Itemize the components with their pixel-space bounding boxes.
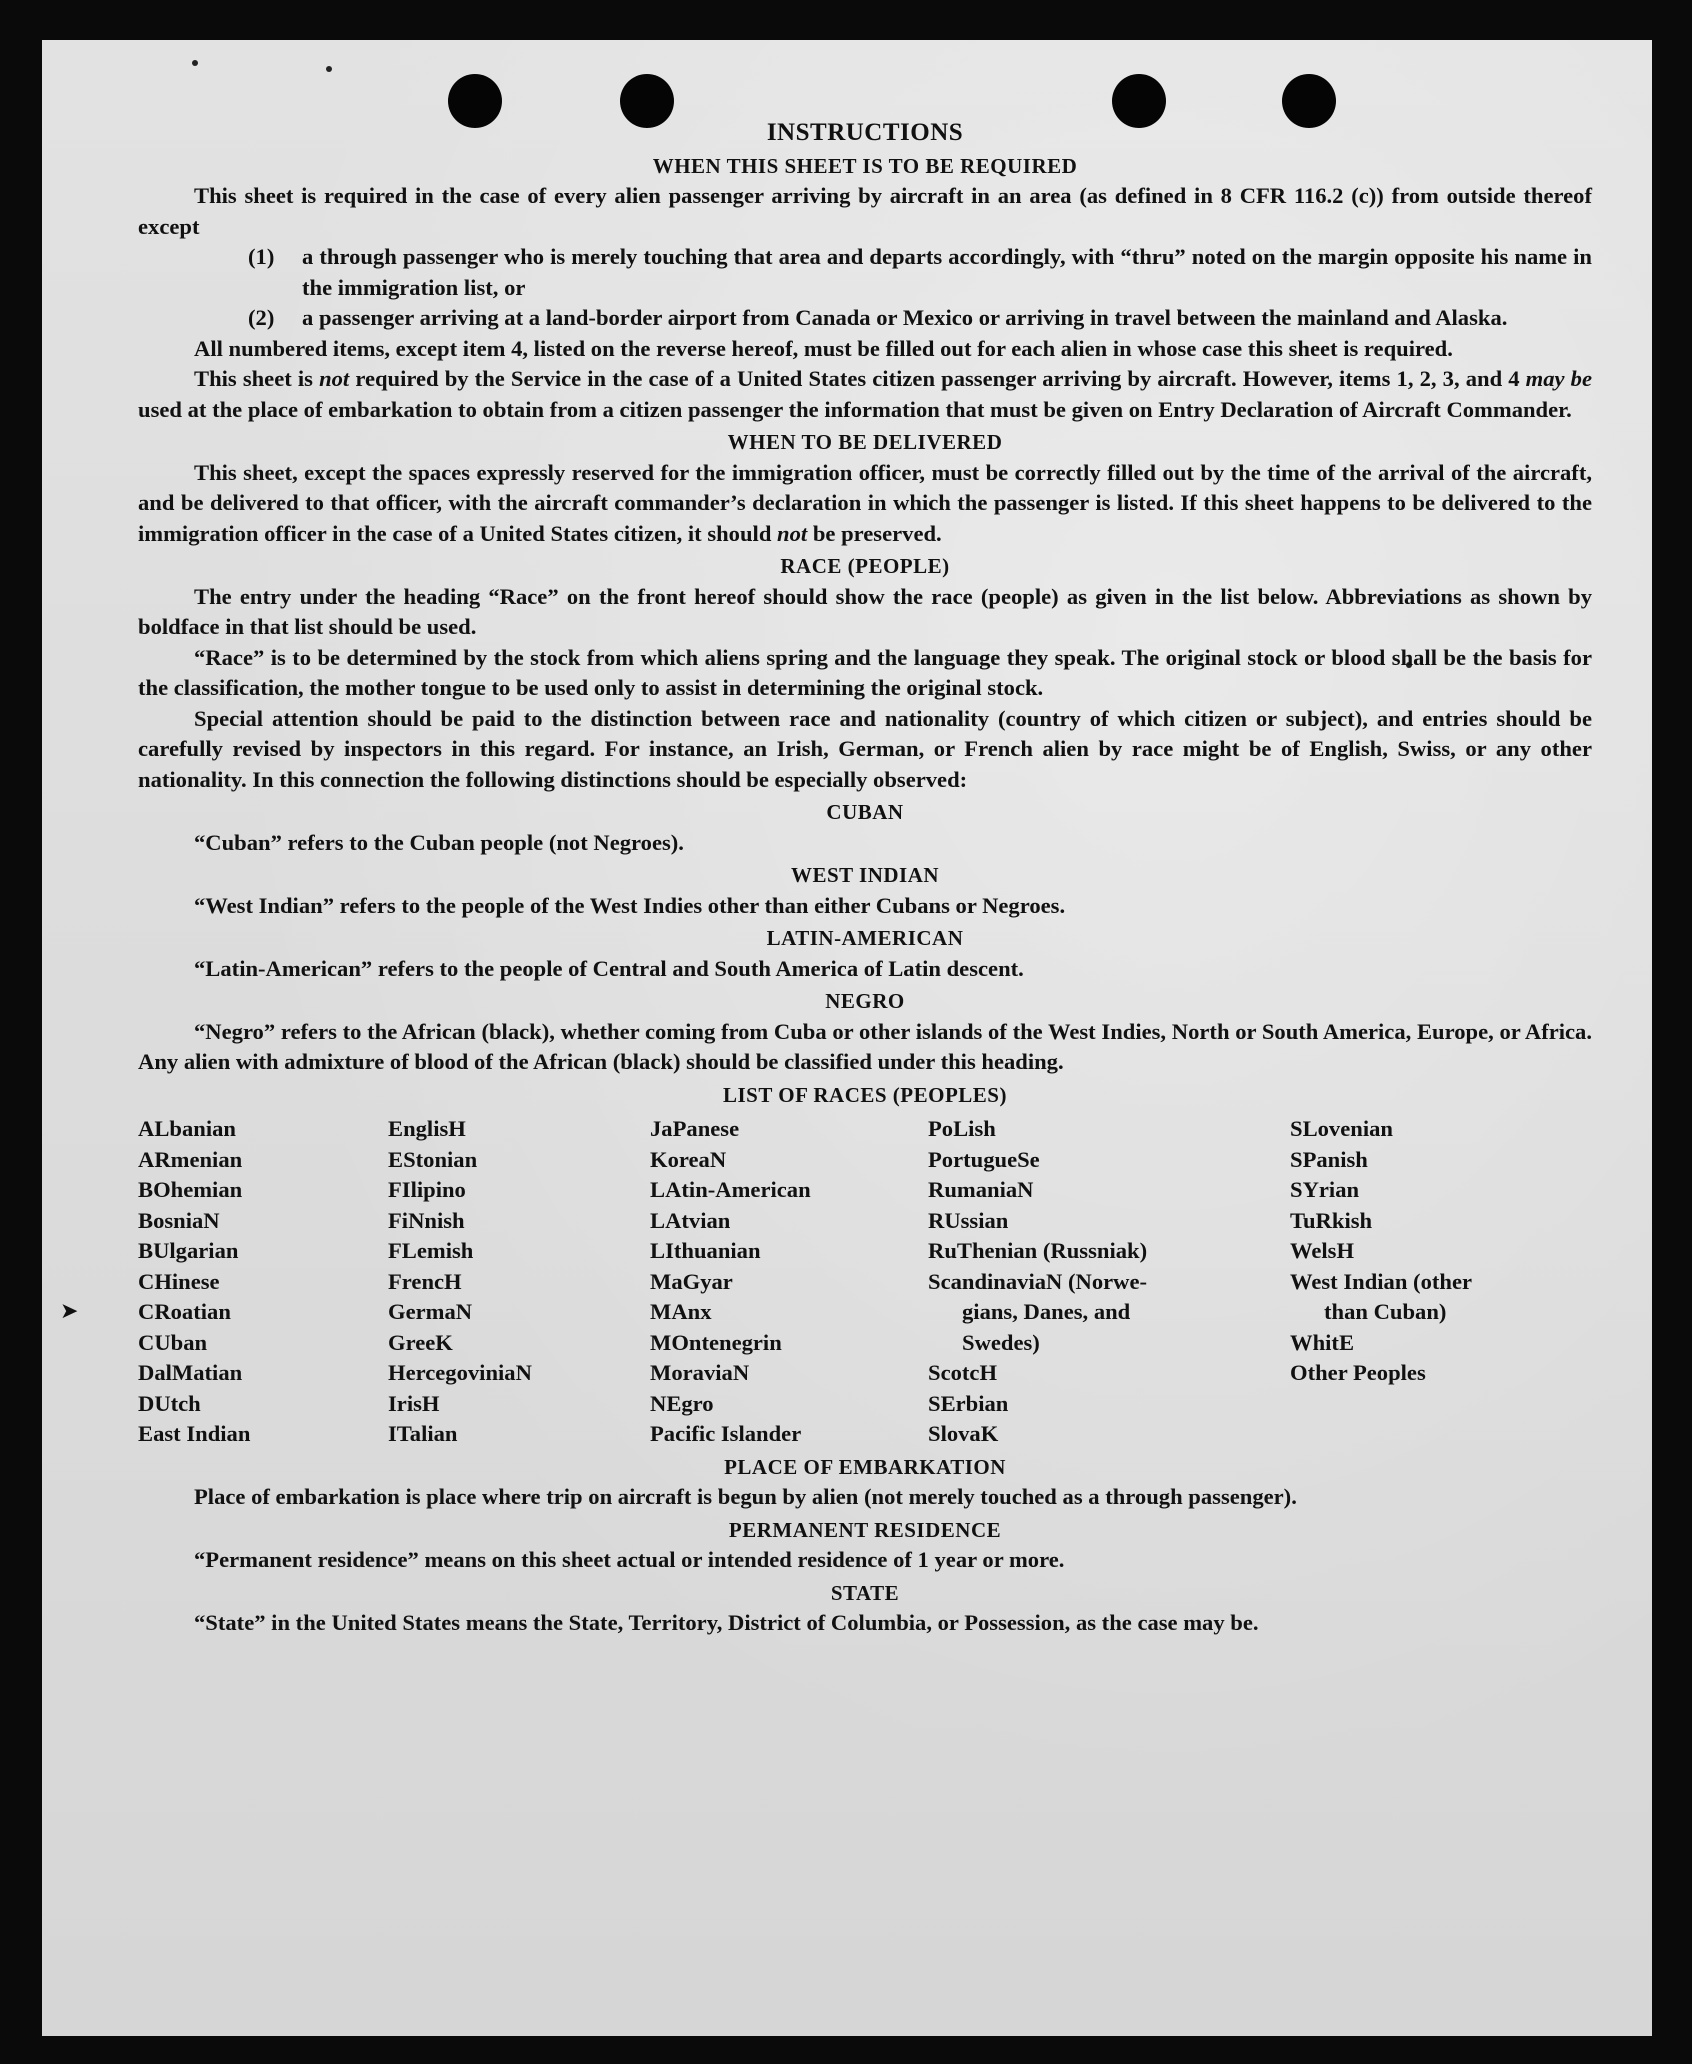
heading-list-of-races: LIST OF RACES (PEOPLES)	[723, 1082, 1007, 1107]
numbered-items-paragraph: All numbered items, except item 4, listed on the reverse hereof, must be filled out for each alien in whose case this sheet is required.	[194, 335, 1453, 361]
west-indian-paragraph: “West Indian” refers to the people of the West Indies other than either Cubans or Negroes.	[194, 892, 1066, 918]
race-item: MOntenegrin	[650, 1329, 782, 1355]
exception-text: a through passenger who is merely touching that area and departs accordingly, with “thru” noted on the margin opposite his name in the immigration list, or	[302, 244, 1592, 300]
race-item: ITalian	[388, 1421, 458, 1446]
latin-american-paragraph: “Latin-American” refers to the people of Central and South America of Latin descent.	[194, 955, 1024, 981]
race-item: East Indian	[138, 1421, 251, 1446]
speck	[192, 60, 198, 66]
race-item: PoLish	[928, 1116, 996, 1141]
exception-item	[248, 303, 1592, 334]
races-column	[138, 1114, 388, 1450]
race-item: FrencH	[388, 1268, 462, 1294]
text-run: required by the Service in the case of a United States citizen passenger arriving by aircraft. However, items 1, 2, 3, and 4	[355, 366, 1520, 391]
race-item: CHinese	[138, 1268, 220, 1294]
race-item: TuRkish	[1290, 1207, 1373, 1233]
heading-west-indian: WEST INDIAN	[790, 863, 940, 887]
race-item: FiNnish	[388, 1207, 465, 1233]
exception-number: (1)	[248, 244, 275, 269]
heading-cuban: CUBAN	[826, 800, 904, 824]
race-item: MaGyar	[650, 1268, 733, 1294]
race-item: NEgro	[650, 1390, 714, 1416]
race-paragraph-1: The entry under the heading “Race” on the front hereof should show the race (people) as given in the list below. Abbreviations as shown by boldface in that list should be used.	[138, 583, 1592, 639]
race-item: RumaniaN	[928, 1177, 1034, 1202]
races-column	[388, 1114, 650, 1450]
race-item: HercegoviniaN	[388, 1360, 532, 1385]
race-item: SlovaK	[928, 1421, 999, 1446]
speck	[326, 66, 332, 72]
race-item: ARmenian	[138, 1146, 243, 1172]
race-item: SYrian	[1290, 1177, 1360, 1202]
emphasis: may be	[1525, 366, 1593, 391]
text-run: This sheet is	[194, 366, 313, 391]
race-paragraph-3: Special attention should be paid to the distinction between race and nationality (country of which citizen or subject), and entries should be carefully revised by inspectors in this regard. For instance, an Irish, German, or French alien by race might be of English, Swiss, or any other nationality. In this connection the following distinctions should be especially observed:	[138, 705, 1592, 792]
instructions-content	[138, 118, 1592, 1639]
race-item: GreeK	[388, 1329, 453, 1355]
races-list	[138, 1114, 1592, 1450]
race-item-continued: Swedes)	[962, 1329, 1040, 1355]
race-item: SPanish	[1290, 1146, 1368, 1172]
heading-place-of-embarkation: PLACE OF EMBARKATION	[724, 1454, 1006, 1479]
race-item: MAnx	[650, 1299, 712, 1324]
heading-negro: NEGRO	[825, 989, 905, 1013]
embarkation-paragraph: Place of embarkation is place where trip on aircraft is begun by alien (not merely touched as a through passenger).	[194, 1484, 1297, 1509]
race-item: DalMatian	[138, 1360, 243, 1385]
heading-state: STATE	[830, 1580, 900, 1605]
cuban-paragraph: “Cuban” refers to the Cuban people (not Negroes).	[194, 829, 684, 855]
residence-paragraph: “Permanent residence” means on this sheet actual or intended residence of 1 year or more.	[194, 1547, 1065, 1572]
race-item: LAtin-American	[650, 1177, 811, 1202]
text-run: This sheet, except the spaces expressly reserved for the immigration officer, must be correctly filled out by the time of the arrival of the aircraft, and be delivered to that officer, with the aircraft commander’s declaration in which the passenger is listed. If this sheet happens to be delivered to the immigration officer in the case of a United States citizen, it should	[138, 459, 1592, 546]
race-paragraph-2: “Race” is to be determined by the stock from which aliens spring and the language they speak. The original stock or blood shall be the basis for the classification, the mother tongue to be used only to assist in determining the original stock.	[138, 644, 1592, 700]
race-item: FIlipino	[388, 1177, 466, 1202]
emphasis: not	[319, 366, 350, 391]
race-item: RuThenian (Russniak)	[928, 1238, 1148, 1263]
race-item: DUtch	[138, 1390, 201, 1416]
race-item: PortugueSe	[928, 1146, 1040, 1172]
race-item: ScandinaviaN (Norwe-	[928, 1268, 1148, 1294]
race-item-continued: gians, Danes, and	[962, 1299, 1131, 1324]
heading-race: RACE (PEOPLE)	[780, 554, 950, 578]
race-item: Pacific Islander	[650, 1421, 802, 1446]
race-item: BOhemian	[138, 1177, 243, 1202]
race-item: KoreaN	[650, 1146, 727, 1172]
margin-arrow-icon: ➤	[60, 1298, 79, 1323]
negro-paragraph: “Negro” refers to the African (black), whether coming from Cuba or other islands of the West Indies, North or South America, Europe, or Africa. Any alien with admixture of blood of the African (black) should be classified under this heading.	[138, 1018, 1592, 1074]
heading-latin-american: LATIN-AMERICAN	[766, 926, 964, 950]
race-item: LAtvian	[650, 1207, 731, 1233]
race-item: FLemish	[388, 1238, 474, 1263]
race-item: SLovenian	[1290, 1116, 1393, 1141]
heading-when-delivered: WHEN TO BE DELIVERED	[727, 430, 1003, 454]
race-item: LIthuanian	[650, 1238, 761, 1263]
races-column	[650, 1114, 928, 1450]
race-item: WhitE	[1290, 1329, 1355, 1355]
race-item: Other Peoples	[1290, 1360, 1426, 1385]
race-item: BUlgarian	[138, 1238, 239, 1263]
race-item: MoraviaN	[650, 1360, 750, 1385]
exception-number: (2)	[248, 305, 275, 330]
citizen-paragraph	[138, 364, 1592, 425]
races-column	[1290, 1114, 1590, 1450]
delivered-paragraph	[138, 458, 1592, 550]
exception-text: a passenger arriving at a land-border airport from Canada or Mexico or arriving in travel between the mainland and Alaska.	[302, 305, 1508, 330]
text-run: be preserved.	[812, 520, 942, 546]
races-column	[928, 1114, 1290, 1450]
exception-item	[248, 242, 1592, 303]
text-run: used at the place of embarkation to obtain from a citizen passenger the information that must be given on Entry Declaration of Aircraft Commander.	[138, 396, 1572, 422]
race-item: West Indian (other	[1290, 1268, 1473, 1294]
race-item: SErbian	[928, 1390, 1009, 1416]
race-item: ALbanian	[138, 1116, 236, 1141]
race-item: CRoatian	[138, 1299, 231, 1324]
emphasis: not	[777, 520, 808, 546]
race-item: EStonian	[388, 1146, 478, 1172]
race-item: ScotcH	[928, 1360, 998, 1385]
state-paragraph: “State” in the United States means the State, Territory, District of Columbia, or Possession, as the case may be.	[194, 1610, 1259, 1635]
race-item: GermaN	[388, 1299, 473, 1324]
page-title: INSTRUCTIONS	[766, 119, 964, 146]
race-item: RUssian	[928, 1207, 1009, 1233]
race-item: BosniaN	[138, 1207, 220, 1233]
race-item: CUban	[138, 1329, 208, 1355]
heading-permanent-residence: PERMANENT RESIDENCE	[728, 1517, 1002, 1542]
race-item: IrisH	[388, 1390, 440, 1416]
race-item-continued: than Cuban)	[1324, 1299, 1447, 1324]
race-item: WelsH	[1290, 1238, 1355, 1263]
race-item: JaPanese	[650, 1116, 740, 1141]
heading-when-required: WHEN THIS SHEET IS TO BE REQUIRED	[652, 153, 1078, 178]
intro-paragraph: This sheet is required in the case of every alien passenger arriving by aircraft in an area (as defined in 8 CFR 116.2 (c)) from outside thereof except	[138, 183, 1592, 239]
document-sheet	[42, 40, 1652, 2036]
race-item: EnglisH	[388, 1116, 466, 1141]
